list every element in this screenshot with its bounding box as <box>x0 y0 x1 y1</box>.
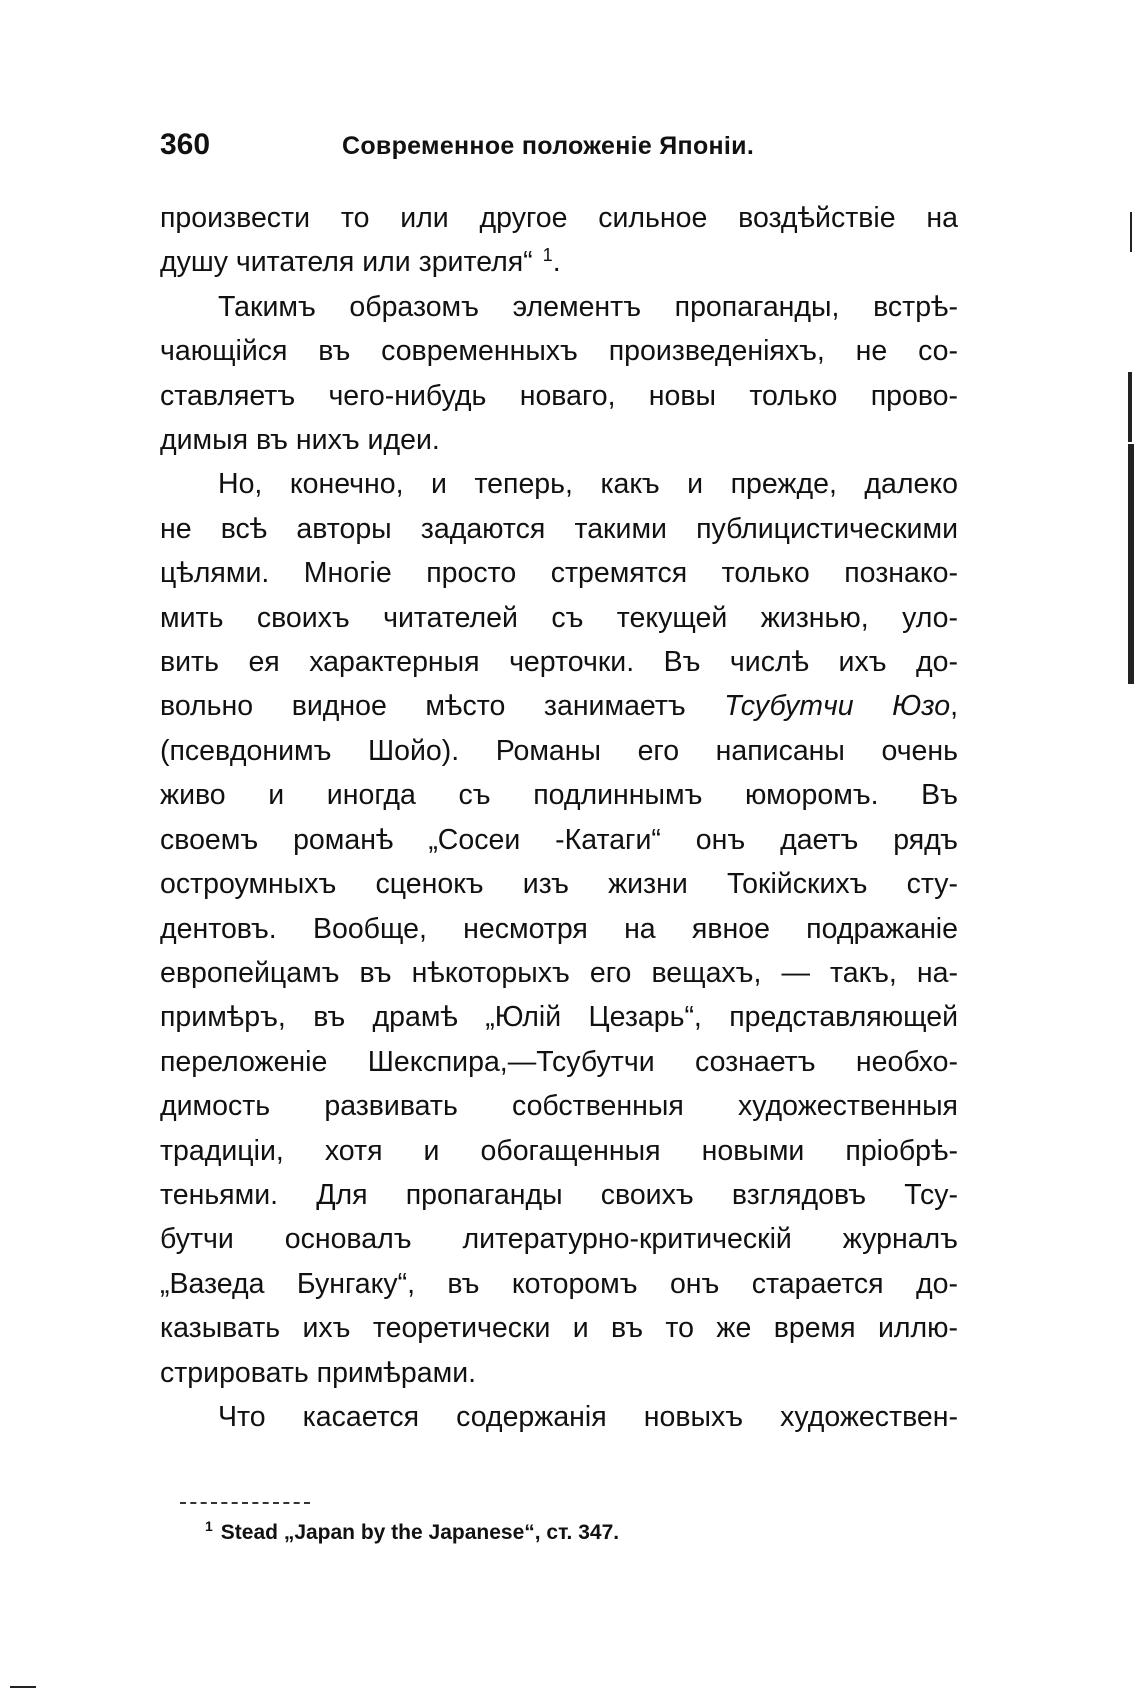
text-line <box>160 773 958 817</box>
text-line-content: не всѣ авторы задаются такими публицистическими <box>160 512 958 545</box>
text-line-content: примѣръ, въ драмѣ „Юлiй Цезарь“, представляющей <box>160 1001 958 1034</box>
text-line <box>160 596 958 640</box>
footnote-text: Stead „Japan by the Japanese“, ст. 347. <box>220 1521 620 1544</box>
text-line <box>160 995 958 1039</box>
text-line <box>160 240 958 284</box>
footnote-mark: 1 <box>205 1518 213 1534</box>
text-line-content: переложенiе Шекспира,—Тсубутчи сознаетъ необхо- <box>160 1045 958 1078</box>
text-line-content: душу читателя или зрителя“ <box>160 246 533 279</box>
author-name-italic: Тсубутчи Юзо <box>724 690 951 723</box>
margin-scan-mark <box>10 1686 36 1688</box>
text-line-content: Такимъ образомъ элементъ пропаганды, встрѣ- <box>218 290 958 323</box>
text-line <box>160 329 958 373</box>
text-line <box>160 507 958 551</box>
text-line-content: цѣлями. Многiе просто стремятся только познако- <box>160 557 958 590</box>
text-line <box>160 418 958 462</box>
footnote <box>205 1518 619 1545</box>
text-line <box>160 1395 958 1439</box>
text-line-content: димость развивать собственныя художественныя <box>160 1090 958 1123</box>
text-line-content: традицiи, хотя и обогащенныя новыми прiобрѣ- <box>160 1134 958 1167</box>
text-line <box>160 862 958 906</box>
text-line-content: (псевдонимъ Шойо). Романы его написаны очень <box>160 734 958 767</box>
text-line-content: бутчи основалъ литературно-критическiй журналъ <box>160 1223 958 1256</box>
text-line-content: Но, конечно, и теперь, какъ и прежде, далеко <box>218 468 958 501</box>
text-line <box>160 640 958 684</box>
margin-scan-mark <box>1130 212 1132 252</box>
text-line-content: вить ея характерныя черточки. Въ числѣ ихъ до- <box>160 646 958 679</box>
text-line-content: стрировать примѣрами. <box>160 1356 477 1389</box>
text-line <box>160 907 958 951</box>
page-number: 360 <box>160 128 211 161</box>
text-line <box>160 1351 958 1395</box>
text-line-content: ставляетъ чего-нибудь новаго, новы только прово- <box>160 379 958 412</box>
text-line <box>160 1262 958 1306</box>
text-line-content: дентовъ. Вообще, несмотря на явное подражанiе <box>160 912 958 945</box>
text-line <box>160 285 958 329</box>
text-line-content: европейцамъ въ нѣкоторыхъ его вещахъ, — такъ, на- <box>160 956 958 989</box>
text-line <box>160 1129 958 1173</box>
text-line-content: живо и иногда съ подлиннымъ юморомъ. Въ <box>160 779 958 812</box>
text-line <box>160 818 958 862</box>
text-line <box>160 1306 958 1350</box>
running-title: Современное положенiе Японiи. <box>342 132 755 160</box>
text-line-content: димыя въ нихъ идеи. <box>160 424 440 457</box>
text-line <box>160 462 958 506</box>
text-line-content: остроумныхъ сценокъ изъ жизни Токiйскихъ сту- <box>160 868 958 901</box>
text-line-content: „Вазеда Бунгаку“, въ которомъ онъ старается до- <box>160 1267 958 1300</box>
text-line-content: Что касается содержанiя новыхъ художествен- <box>218 1400 958 1433</box>
text-line <box>160 551 958 595</box>
text-line <box>160 951 958 995</box>
text-line-content: чающiйся въ современныхъ произведенiяхъ, не со- <box>160 335 958 368</box>
body-text <box>160 196 958 1439</box>
text-line <box>160 374 958 418</box>
text-line-tail: . <box>552 246 561 279</box>
text-line-content: теньями. Для пропаганды своихъ взглядовъ Тсу- <box>160 1178 958 1211</box>
text-line-content: произвести то или другое сильное воздѣйствiе на <box>160 202 958 234</box>
text-line-content: своемъ романѣ „Сосеи -Катаги“ онъ даетъ рядъ <box>160 823 958 856</box>
text-line-content: казывать ихъ теоретически и въ то же время иллю- <box>160 1312 958 1345</box>
text-line <box>160 1217 958 1261</box>
margin-scan-mark <box>1128 444 1134 684</box>
margin-scan-mark <box>1128 372 1132 442</box>
footnote-reference[interactable]: 1 <box>542 244 553 265</box>
text-line <box>160 1173 958 1217</box>
text-line <box>160 1084 958 1128</box>
text-line <box>160 1040 958 1084</box>
running-head <box>160 128 800 168</box>
footnote-divider <box>180 1502 310 1504</box>
text-line <box>160 729 958 773</box>
text-line-content: мить своихъ читателей съ текущей жизнью, уло- <box>160 601 958 634</box>
text-line-content: вольно видное мѣсто занимаетъ Тсубутчи Юзо, <box>160 690 958 723</box>
text-line <box>160 196 958 240</box>
text-line <box>160 684 958 728</box>
